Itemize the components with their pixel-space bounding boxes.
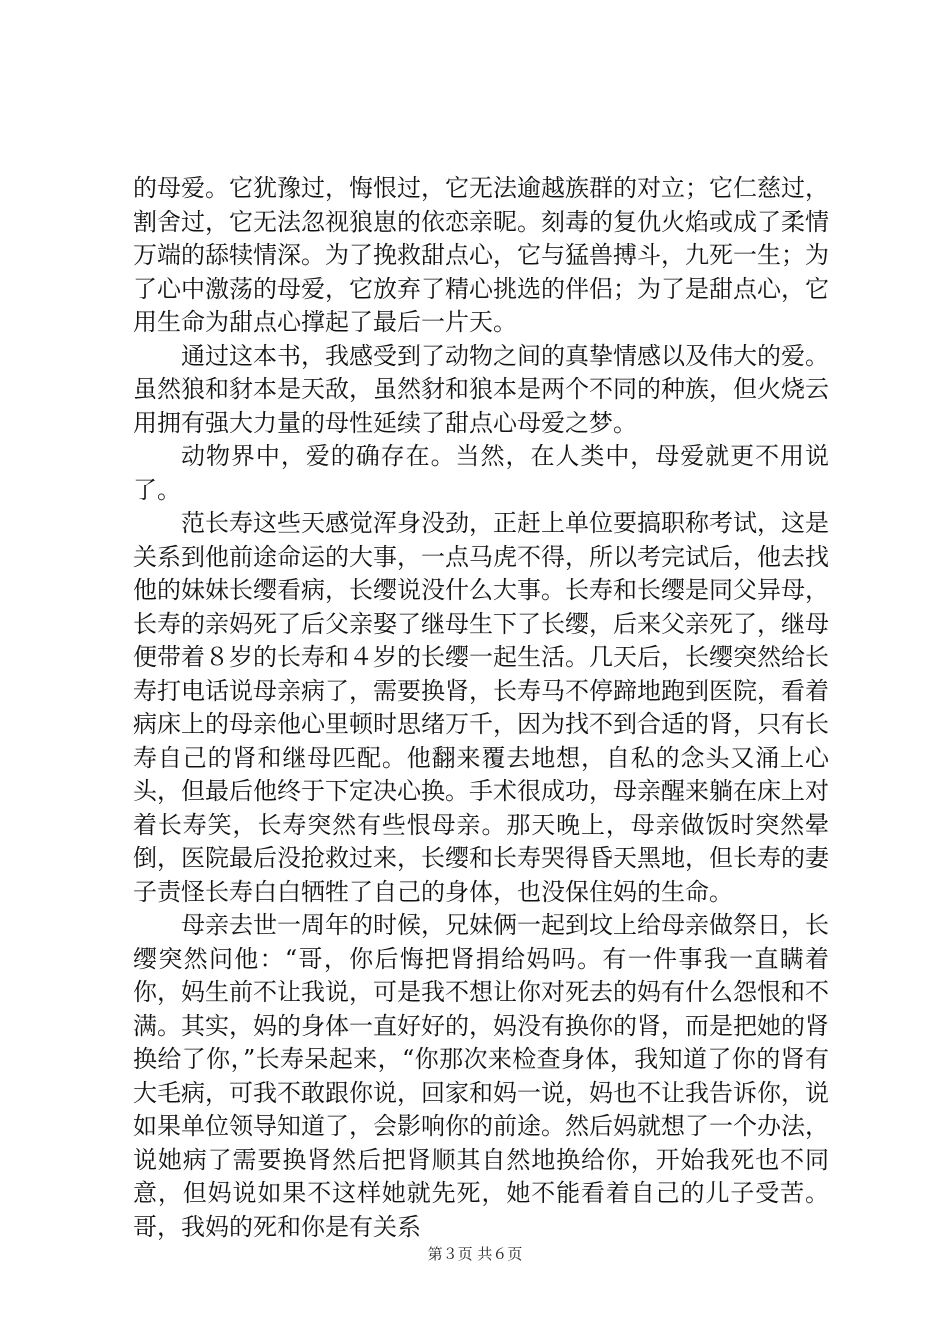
paragraph-4: 范长寿这些天感觉浑身没劲，正赶上单位要搞职称考试，这是关系到他前途命运的大事，一点马虎不得，所以考完试后，他去找他的妹妹长缨看病，长缨说没什么大事。长寿和长缨是同父异母，长寿的亲妈死了后父亲娶了继母生下了长缨，后来父亲死了，继母便带着８岁的长寿和４岁的长缨一起生活。几天后，长缨突然给长寿打电话说母亲病了，需要换肾，长寿马不停蹄地跑到医院，看着病床上的母亲他心里顿时思绪万千，因为找不到合适的肾，只有长寿自己的肾和继母匹配。他翻来覆去地想，自私的念头又涌上心头，但最后他终于下定决心换。手术很成功，母亲醒来躺在床上对着长寿笑，长寿突然有些恨母亲。那天晚上，母亲做饭时突然晕倒，医院最后没抢救过来，长缨和长寿哭得昏天黑地，但长寿的妻子责怪长寿白白牺牲了自己的身体，也没保住妈的生命。: [133, 509, 829, 906]
page-number-footer: 第３页 共６页: [427, 1245, 523, 1263]
paragraph-1: 的母爱。它犹豫过，悔恨过，它无法逾越族群的对立；它仁慈过，割舍过，它无法忽视狼崽的依恋亲昵。刻毒的复仇火焰或成了柔情万端的舔犊情深。为了挽救甜点心，它与猛兽搏斗，九死一生；为了心中激荡的母爱，它放弃了精心挑选的伴侣；为了是甜点心，它用生命为甜点心撑起了最后一片天。: [133, 174, 829, 336]
paragraph-5: 母亲去世一周年的时候，兄妹俩一起到坟上给母亲做祭日，长缨突然问他：“哥，你后悔把肾捐给妈吗。有一件事我一直瞒着你，妈生前不让我说，可是我不想让你对死去的妈有什么怨恨和不满。其实，妈的身体一直好好的，妈没有换你的肾，而是把她的肾换给了你，”长寿呆起来，“你那次来检查身体，我知道了你的肾有大毛病，可我不敢跟你说，回家和妈一说，妈也不让我告诉你，说如果单位领导知道了，会影响你的前途。然后妈就想了一个办法，说她病了需要换肾然后把肾顺其自然地换给你，开始我死也不同意，但妈说如果不这样她就先死，她不能看着自己的儿子受苦。哥，我妈的死和你是有关系: [133, 911, 829, 1241]
paragraph-3: 动物界中，爱的确存在。当然，在人类中，母爱就更不用说了。: [133, 442, 829, 504]
paragraph-2: 通过这本书，我感受到了动物之间的真挚情感以及伟大的爱。虽然狼和豺本是天敌，虽然豺和狼本是两个不同的种族，但火烧云用拥有强大力量的母性延续了甜点心母爱之梦。: [133, 341, 829, 437]
body-text: [133, 172, 829, 1244]
